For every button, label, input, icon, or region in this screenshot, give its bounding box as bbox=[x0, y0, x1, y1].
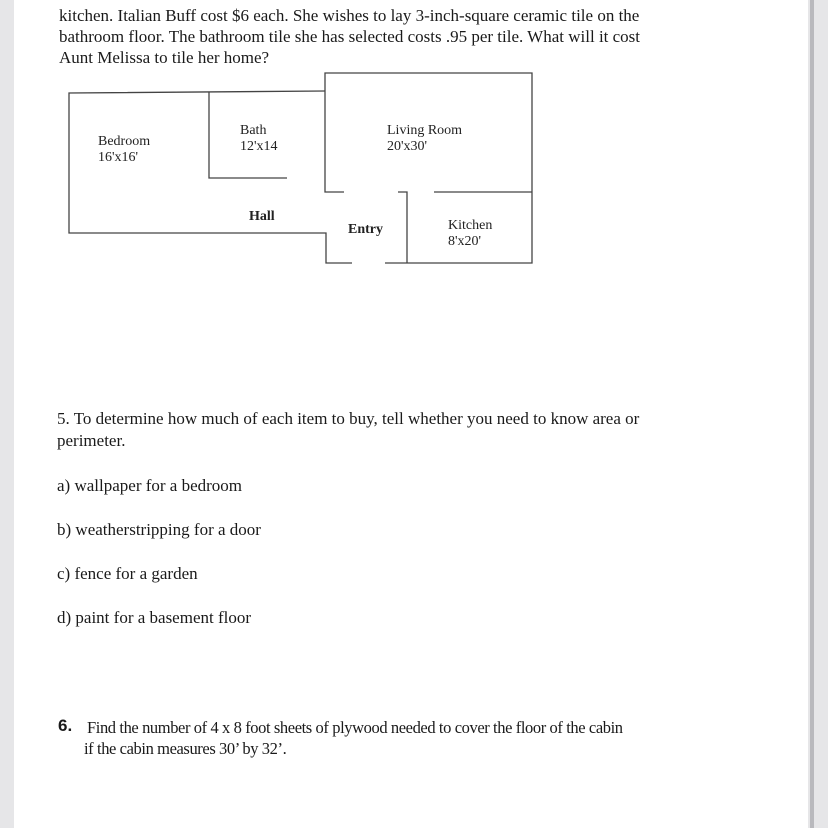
problem6-number: 6. bbox=[58, 716, 73, 735]
living-room-label: Living Room bbox=[387, 123, 463, 138]
bedroom-hall-outline bbox=[69, 91, 352, 263]
kitchen-label: Kitchen bbox=[448, 218, 493, 233]
hall-label: Hall bbox=[249, 209, 275, 224]
problem5-option-a: a) wallpaper for a bedroom bbox=[57, 476, 243, 495]
problem5-option-c: c) fence for a garden bbox=[57, 564, 198, 583]
problem4-line-2: bathroom floor. The bathroom tile she has selected costs .95 per tile. What will it cost bbox=[59, 27, 641, 46]
entry-kitchen-wall bbox=[398, 192, 407, 263]
problem5-line-2: perimeter. bbox=[57, 431, 126, 450]
kitchen-size: 8'x20' bbox=[448, 234, 482, 249]
bedroom-size: 16'x16' bbox=[98, 150, 139, 165]
problem5-option-d: d) paint for a basement floor bbox=[57, 608, 252, 627]
problem6-line-1: Find the number of 4 x 8 foot sheets of plywood needed to cover the floor of the cabin bbox=[87, 718, 623, 737]
living-room-size: 20'x30' bbox=[387, 139, 428, 154]
problem4-line-3: Aunt Melissa to tile her home? bbox=[59, 48, 270, 67]
bath-size: 12'x14 bbox=[240, 139, 278, 154]
entry-label: Entry bbox=[348, 222, 383, 237]
bedroom-label: Bedroom bbox=[98, 134, 151, 149]
bath-label: Bath bbox=[240, 123, 267, 138]
problem5-option-b: b) weatherstripping for a door bbox=[57, 520, 261, 539]
problem6-line-2: if the cabin measures 30’ by 32’. bbox=[84, 739, 287, 758]
problem5-line-1: 5. To determine how much of each item to buy, tell whether you need to know area or bbox=[57, 409, 640, 428]
problem4-line-1: kitchen. Italian Buff cost $6 each. She wishes to lay 3-inch-square ceramic tile on the bbox=[59, 6, 640, 25]
